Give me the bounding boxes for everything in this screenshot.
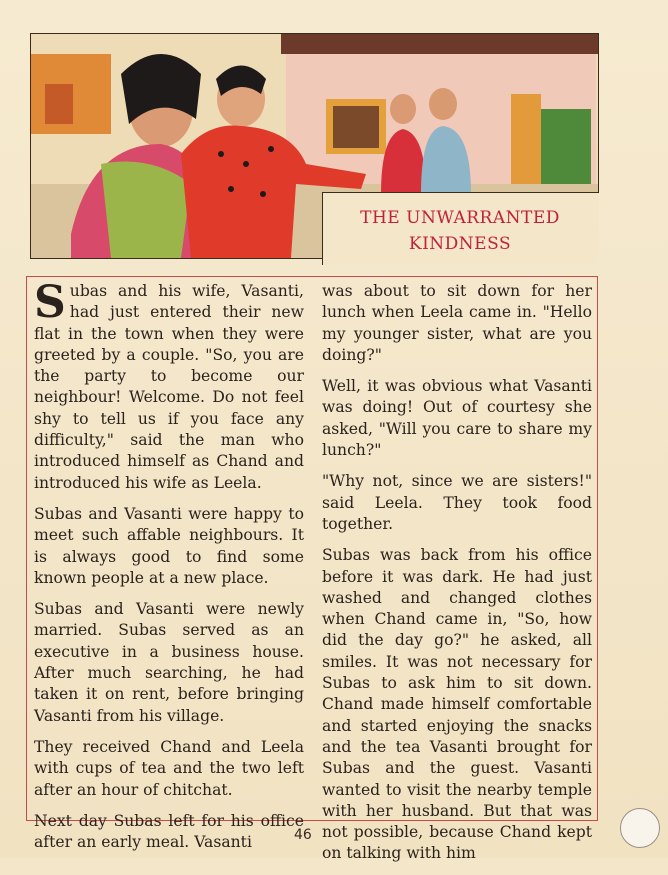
title-line-2: KINDNESS — [408, 234, 512, 254]
story-title — [330, 205, 590, 257]
drop-cap: S — [34, 277, 66, 328]
library-stamp-icon — [620, 808, 660, 848]
paragraph: Next day Subas left for his office after an early meal. Vasanti — [34, 811, 304, 852]
paragraph: They received Chand and Leela with cups of tea and the two left after an hour of chitchat. — [34, 737, 304, 799]
paragraph: "Why not, since we are sisters!" said Leela. They took food together. — [322, 472, 592, 533]
paragraph — [34, 277, 304, 494]
paragraph: Subas and Vasanti were newly married. Subas served as an executive in a business house. After much searching, he had taken it on rent, before bringing Vasanti from his village. — [34, 600, 304, 725]
page-number: 46 — [294, 827, 312, 843]
paragraph: Subas and Vasanti were happy to meet such affable neighbours. It is always good to find some known people at a new place. — [34, 504, 304, 587]
title-line-1: THE UNWARRANTED — [360, 208, 560, 228]
paragraph-text: ubas and his wife, Vasanti, had just entered their new flat in the town when they were greeted by a couple. "So, you are the party to become our neighbour! Welcome. Do not feel shy to tell us if you face any difficulty," said the man who introduced himself as Chand and introduced his wife as Leela. — [34, 282, 304, 492]
left-column — [34, 277, 304, 863]
paragraph: was about to sit down for her lunch when Leela came in. "Hello my younger sister, what are you doing?" — [322, 282, 592, 364]
paragraph: Subas was back from his office before it was dark. He had just washed and changed clothes when Chand came in, "So, how did the day go?" he asked, all smiles. It was not necessary for Subas to ask him to sit down. Chand made himself comfortable and started enjoying the snacks and the tea Vasanti brought for Subas and the guest. Vasanti wanted to visit the nearby temple with her husband. But that was not possible, because Chand kept on talking with him — [322, 546, 592, 863]
right-column — [322, 281, 592, 875]
paragraph: Well, it was obvious what Vasanti was doing! Out of courtesy she asked, "Will you care to share my lunch?" — [322, 377, 592, 460]
